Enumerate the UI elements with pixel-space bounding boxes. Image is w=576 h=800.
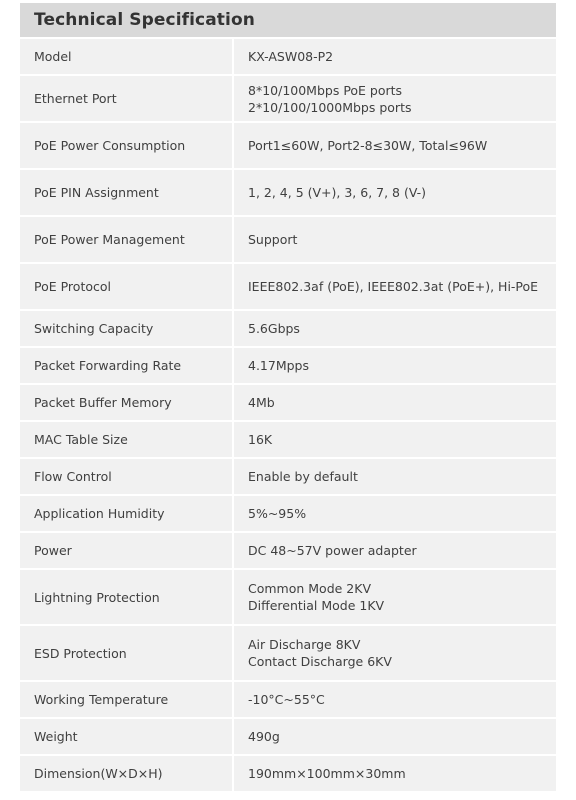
spec-value: Common Mode 2KV Differential Mode 1KV xyxy=(234,570,556,624)
spec-row xyxy=(20,217,556,262)
spec-value: 4.17Mpps xyxy=(234,348,556,383)
spec-label: Packet Forwarding Rate xyxy=(20,348,232,383)
spec-value: -10°C~55°C xyxy=(234,682,556,717)
title-bar xyxy=(20,3,556,37)
spec-label: Packet Buffer Memory xyxy=(20,385,232,420)
spec-row xyxy=(20,123,556,168)
spec-row xyxy=(20,496,556,531)
spec-label: Lightning Protection xyxy=(20,570,232,624)
spec-row xyxy=(20,264,556,309)
spec-label: Switching Capacity xyxy=(20,311,232,346)
spec-label: Weight xyxy=(20,719,232,754)
spec-row xyxy=(20,682,556,717)
spec-row xyxy=(20,422,556,457)
spec-value: Enable by default xyxy=(234,459,556,494)
spec-row xyxy=(20,533,556,568)
spec-label: MAC Table Size xyxy=(20,422,232,457)
page-title: Technical Specification xyxy=(34,10,255,30)
spec-row xyxy=(20,311,556,346)
spec-row xyxy=(20,385,556,420)
spec-label: Model xyxy=(20,39,232,74)
spec-row xyxy=(20,756,556,791)
spec-value: DC 48~57V power adapter xyxy=(234,533,556,568)
spec-row xyxy=(20,348,556,383)
spec-table xyxy=(20,39,556,793)
spec-value: 4Mb xyxy=(234,385,556,420)
spec-value: IEEE802.3af (PoE), IEEE802.3at (PoE+), Hi-PoE xyxy=(234,264,556,309)
spec-label: Dimension(W×D×H) xyxy=(20,756,232,791)
spec-value: Support xyxy=(234,217,556,262)
spec-value: Port1≤60W, Port2-8≤30W, Total≤96W xyxy=(234,123,556,168)
spec-row xyxy=(20,76,556,121)
spec-value: 1, 2, 4, 5 (V+), 3, 6, 7, 8 (V-) xyxy=(234,170,556,215)
spec-label: PoE Power Consumption xyxy=(20,123,232,168)
spec-value: 8*10/100Mbps PoE ports 2*10/100/1000Mbps ports xyxy=(234,76,556,121)
spec-value: 5.6Gbps xyxy=(234,311,556,346)
spec-value: 490g xyxy=(234,719,556,754)
spec-row xyxy=(20,170,556,215)
spec-value: Air Discharge 8KV Contact Discharge 6KV xyxy=(234,626,556,680)
spec-label: PoE Power Management xyxy=(20,217,232,262)
spec-value: 5%~95% xyxy=(234,496,556,531)
spec-row xyxy=(20,39,556,74)
spec-label: PoE PIN Assignment xyxy=(20,170,232,215)
spec-label: Power xyxy=(20,533,232,568)
spec-row xyxy=(20,626,556,680)
spec-label: Application Humidity xyxy=(20,496,232,531)
spec-row xyxy=(20,459,556,494)
spec-row xyxy=(20,570,556,624)
spec-row xyxy=(20,719,556,754)
spec-value: 190mm×100mm×30mm xyxy=(234,756,556,791)
spec-label: Working Temperature xyxy=(20,682,232,717)
spec-value: KX-ASW08-P2 xyxy=(234,39,556,74)
spec-label: ESD Protection xyxy=(20,626,232,680)
spec-label: PoE Protocol xyxy=(20,264,232,309)
spec-value: 16K xyxy=(234,422,556,457)
spec-label: Ethernet Port xyxy=(20,76,232,121)
spec-label: Flow Control xyxy=(20,459,232,494)
